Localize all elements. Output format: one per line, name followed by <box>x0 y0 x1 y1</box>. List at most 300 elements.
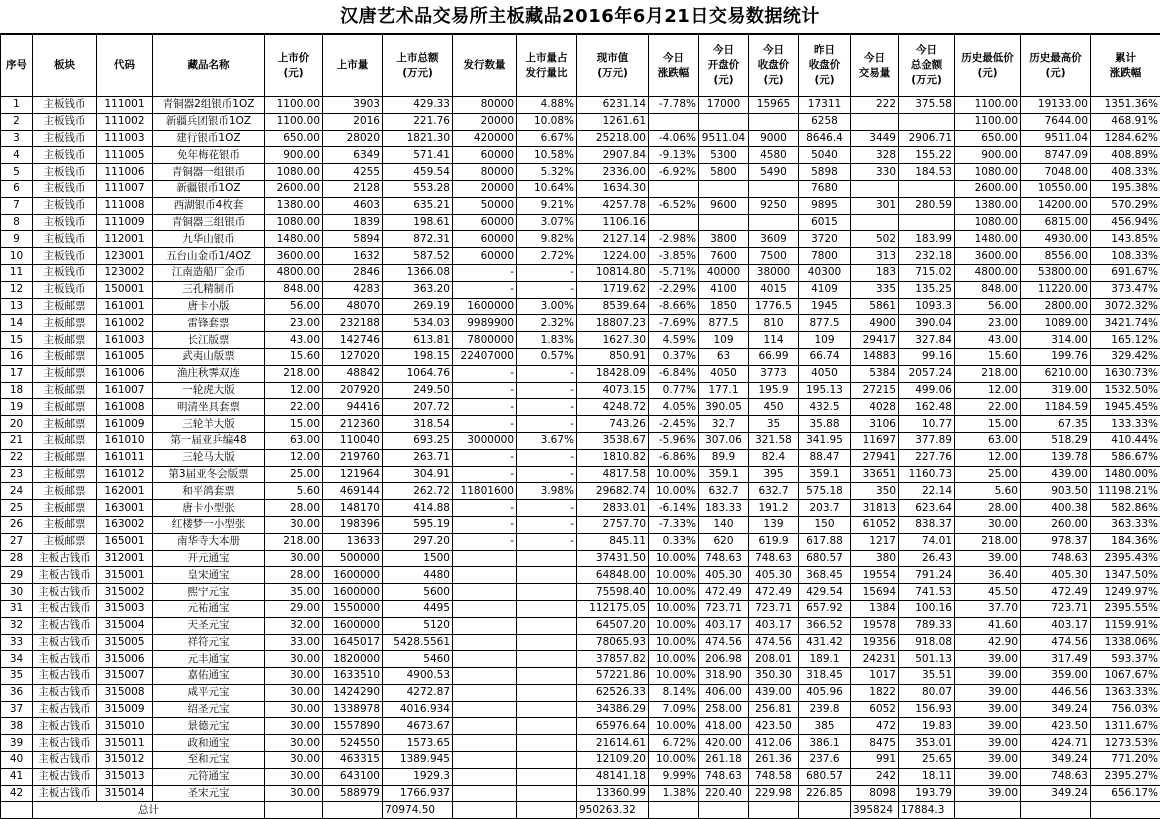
cell-col-list-ratio <box>517 785 577 802</box>
table-row <box>1 365 1160 382</box>
cell-col-index: 26 <box>1 516 33 533</box>
table-row <box>1 516 1160 533</box>
cell-col-list-qty: 2128 <box>323 180 383 197</box>
header-col-list-total <box>383 35 453 97</box>
cell-col-name: 第一届亚乒编48 <box>153 432 265 449</box>
cell-col-list-qty: 142746 <box>323 332 383 349</box>
cell-col-list-qty: 94416 <box>323 399 383 416</box>
cell-col-change: -4.06% <box>649 130 699 147</box>
cell-col-hist-low: 39.00 <box>955 668 1021 685</box>
cell-col-prev-close: 9895 <box>799 197 851 214</box>
cell-col-list-ratio <box>517 752 577 769</box>
cell-col-change <box>649 113 699 130</box>
cell-col-list-ratio: 3.67% <box>517 432 577 449</box>
cell-col-market-value: 29682.74 <box>577 483 649 500</box>
cell-col-change: 10.00% <box>649 550 699 567</box>
cell-col-issue-qty: 11801600 <box>453 483 517 500</box>
cell-col-name: 免年梅花银币 <box>153 147 265 164</box>
cell-col-list-price: 22.00 <box>265 399 323 416</box>
cell-col-market-value: 4257.78 <box>577 197 649 214</box>
cell-col-open: 3800 <box>699 231 749 248</box>
cell-col-open: 359.1 <box>699 466 749 483</box>
cell-col-close: 439.00 <box>749 684 799 701</box>
header-text: 板块 <box>54 59 75 71</box>
cell-col-amount: 135.25 <box>899 281 955 298</box>
cell-col-list-price: 32.00 <box>265 617 323 634</box>
cell-col-board: 主板古钱币 <box>33 752 97 769</box>
cell-col-index: 31 <box>1 600 33 617</box>
total-listing-amount: 70974.50 <box>383 802 453 819</box>
cell-col-hist-high: 8747.09 <box>1021 147 1091 164</box>
table-row <box>1 97 1160 114</box>
cell-col-market-value: 4073.15 <box>577 382 649 399</box>
cell-col-issue-qty <box>453 735 517 752</box>
cell-col-hist-high: 1089.00 <box>1021 315 1091 332</box>
cell-col-list-qty: 207920 <box>323 382 383 399</box>
table-row <box>1 785 1160 802</box>
cell-col-name: 嘉佑通宝 <box>153 668 265 685</box>
cell-col-prev-close: 575.18 <box>799 483 851 500</box>
cell-col-list-total: 297.20 <box>383 533 453 550</box>
cell-col-issue-qty: 1600000 <box>453 298 517 315</box>
cell-col-code: 161002 <box>97 315 153 332</box>
cell-col-name: 青铜器2组银币1OZ <box>153 97 265 114</box>
cell-col-issue-qty: 80000 <box>453 97 517 114</box>
cell-col-cum-change: 329.42% <box>1091 348 1160 365</box>
cell-col-issue-qty: - <box>453 466 517 483</box>
cell-col-amount: 1160.73 <box>899 466 955 483</box>
cell-col-amount: 741.53 <box>899 584 955 601</box>
cell-col-list-ratio: - <box>517 399 577 416</box>
cell-col-board: 主板邮票 <box>33 466 97 483</box>
cell-col-index: 15 <box>1 332 33 349</box>
header-text: 发行数量 <box>464 59 506 71</box>
cell-col-volume: 19356 <box>851 634 899 651</box>
header-text: 交易量 <box>859 67 891 79</box>
table-row <box>1 735 1160 752</box>
cell-col-change: -5.71% <box>649 264 699 281</box>
cell-col-open: 403.17 <box>699 617 749 634</box>
cell-col-hist-low: 5.60 <box>955 483 1021 500</box>
cell-col-list-qty: 588979 <box>323 785 383 802</box>
cell-col-hist-low: 39.00 <box>955 768 1021 785</box>
total-amount: 17884.3 <box>899 802 955 819</box>
cell-col-code: 315005 <box>97 634 153 651</box>
cell-col-prev-close: 4050 <box>799 365 851 382</box>
header-text: (元) <box>283 67 303 79</box>
cell-col-issue-qty <box>453 668 517 685</box>
cell-col-index: 7 <box>1 197 33 214</box>
cell-col-hist-low: 1080.00 <box>955 164 1021 181</box>
cell-col-board: 主板钱币 <box>33 264 97 281</box>
cell-col-close: 350.30 <box>749 668 799 685</box>
cell-col-board: 主板邮票 <box>33 533 97 550</box>
cell-col-index: 13 <box>1 298 33 315</box>
cell-col-close: 38000 <box>749 264 799 281</box>
cell-col-list-qty: 148170 <box>323 500 383 517</box>
cell-col-amount: 74.01 <box>899 533 955 550</box>
cell-col-volume: 27941 <box>851 449 899 466</box>
cell-col-list-ratio <box>517 735 577 752</box>
cell-col-change: 10.00% <box>649 634 699 651</box>
cell-col-name: 南华寺大本册 <box>153 533 265 550</box>
cell-col-close: 4015 <box>749 281 799 298</box>
header-text: (万元) <box>597 67 628 79</box>
cell-col-list-ratio: - <box>517 449 577 466</box>
cell-col-cum-change: 1363.33% <box>1091 684 1160 701</box>
cell-col-board: 主板钱币 <box>33 231 97 248</box>
cell-col-name: 渔庄秋霁双连 <box>153 365 265 382</box>
cell-col-board: 主板钱币 <box>33 180 97 197</box>
cell-col-cum-change: 408.33% <box>1091 164 1160 181</box>
cell-col-issue-qty <box>453 684 517 701</box>
cell-col-hist-high: 748.63 <box>1021 768 1091 785</box>
cell-col-prev-close: 431.42 <box>799 634 851 651</box>
cell-col-board: 主板钱币 <box>33 113 97 130</box>
cell-col-change: 9.99% <box>649 768 699 785</box>
cell-col-volume: 8475 <box>851 735 899 752</box>
cell-col-list-total: 414.88 <box>383 500 453 517</box>
cell-col-list-total: 872.31 <box>383 231 453 248</box>
cell-col-open: 748.63 <box>699 768 749 785</box>
cell-col-list-total: 5120 <box>383 617 453 634</box>
cell-col-hist-low: 1480.00 <box>955 231 1021 248</box>
cell-col-issue-qty <box>453 718 517 735</box>
cell-col-list-price: 15.00 <box>265 416 323 433</box>
cell-col-board: 主板邮票 <box>33 449 97 466</box>
cell-col-list-qty: 1839 <box>323 214 383 231</box>
cell-col-prev-close: 432.5 <box>799 399 851 416</box>
cell-col-market-value: 4817.58 <box>577 466 649 483</box>
cell-col-list-qty: 1645017 <box>323 634 383 651</box>
header-col-market-value <box>577 35 649 97</box>
cell-col-board: 主板钱币 <box>33 248 97 265</box>
cell-col-volume: 6052 <box>851 701 899 718</box>
cell-col-list-price: 28.00 <box>265 500 323 517</box>
cell-col-list-price: 29.00 <box>265 600 323 617</box>
cell-col-issue-qty: - <box>453 516 517 533</box>
cell-col-hist-low: 41.60 <box>955 617 1021 634</box>
cell-col-list-qty: 4255 <box>323 164 383 181</box>
header-text: 上市量占 <box>526 52 568 64</box>
cell-col-code: 312001 <box>97 550 153 567</box>
cell-col-name: 五台山金币1/4OZ <box>153 248 265 265</box>
cell-col-list-qty: 110040 <box>323 432 383 449</box>
cell-col-open <box>699 214 749 231</box>
cell-col-prev-close: 150 <box>799 516 851 533</box>
cell-col-code: 111007 <box>97 180 153 197</box>
cell-col-list-ratio: - <box>517 365 577 382</box>
cell-col-close: 1776.5 <box>749 298 799 315</box>
cell-col-index: 30 <box>1 584 33 601</box>
cell-col-open: 109 <box>699 332 749 349</box>
cell-col-open: 4050 <box>699 365 749 382</box>
cell-col-volume: 1822 <box>851 684 899 701</box>
cell-col-hist-high: 314.00 <box>1021 332 1091 349</box>
cell-col-hist-high: 349.24 <box>1021 701 1091 718</box>
header-col-amount <box>899 35 955 97</box>
cell-col-change: 10.00% <box>649 752 699 769</box>
cell-col-change: -2.29% <box>649 281 699 298</box>
cell-col-list-price: 23.00 <box>265 315 323 332</box>
cell-col-list-total: 4016.934 <box>383 701 453 718</box>
cell-col-list-total: 635.21 <box>383 197 453 214</box>
cell-col-close <box>749 113 799 130</box>
cell-col-amount <box>899 113 955 130</box>
cell-col-hist-high: 474.56 <box>1021 634 1091 651</box>
cell-col-hist-high: 11220.00 <box>1021 281 1091 298</box>
cell-col-volume: 11697 <box>851 432 899 449</box>
cell-col-issue-qty: 9989900 <box>453 315 517 332</box>
cell-col-hist-low: 39.00 <box>955 550 1021 567</box>
total-market-value: 950263.32 <box>577 802 649 819</box>
cell-col-list-total: 4673.67 <box>383 718 453 735</box>
table-row <box>1 533 1160 550</box>
cell-col-open: 406.00 <box>699 684 749 701</box>
cell-col-amount: 155.22 <box>899 147 955 164</box>
total-volume: 395824 <box>851 802 899 819</box>
cell-col-issue-qty: - <box>453 500 517 517</box>
cell-col-code: 315014 <box>97 785 153 802</box>
cell-col-change: -6.84% <box>649 365 699 382</box>
cell-col-amount: 18.11 <box>899 768 955 785</box>
cell-col-amount: 99.16 <box>899 348 955 365</box>
cell-col-list-price: 30.00 <box>265 752 323 769</box>
cell-col-list-price: 848.00 <box>265 281 323 298</box>
cell-col-close: 619.9 <box>749 533 799 550</box>
header-col-index <box>1 35 33 97</box>
header-text: 今日 <box>916 44 937 56</box>
cell-col-hist-low: 848.00 <box>955 281 1021 298</box>
cell-col-code: 315009 <box>97 701 153 718</box>
cell-col-prev-close: 6015 <box>799 214 851 231</box>
cell-col-open: 206.98 <box>699 651 749 668</box>
cell-col-list-ratio: 2.72% <box>517 248 577 265</box>
cell-col-close: 256.81 <box>749 701 799 718</box>
cell-col-open: 632.7 <box>699 483 749 500</box>
cell-col-list-price: 30.00 <box>265 718 323 735</box>
cell-col-amount: 183.99 <box>899 231 955 248</box>
cell-col-open: 1850 <box>699 298 749 315</box>
cell-col-cum-change: 143.85% <box>1091 231 1160 248</box>
cell-col-open: 9511.04 <box>699 130 749 147</box>
cell-col-prev-close: 189.1 <box>799 651 851 668</box>
cell-col-list-total: 269.19 <box>383 298 453 315</box>
cell-col-prev-close: 40300 <box>799 264 851 281</box>
cell-col-list-ratio <box>517 684 577 701</box>
cell-col-hist-high: 53800.00 <box>1021 264 1091 281</box>
cell-col-hist-high: 405.30 <box>1021 567 1091 584</box>
header-text: 发行量比 <box>526 67 568 79</box>
cell-col-list-qty: 1424290 <box>323 684 383 701</box>
cell-col-market-value: 4248.72 <box>577 399 649 416</box>
cell-col-code: 111008 <box>97 197 153 214</box>
cell-col-board: 主板古钱币 <box>33 651 97 668</box>
cell-col-index: 24 <box>1 483 33 500</box>
cell-col-issue-qty <box>453 567 517 584</box>
cell-col-list-ratio <box>517 634 577 651</box>
cell-col-board: 主板邮票 <box>33 483 97 500</box>
cell-col-name: 唐卡小版 <box>153 298 265 315</box>
cell-col-open: 140 <box>699 516 749 533</box>
cell-col-list-total: 5600 <box>383 584 453 601</box>
cell-col-prev-close: 226.85 <box>799 785 851 802</box>
cell-col-hist-high: 9511.04 <box>1021 130 1091 147</box>
cell-col-list-qty: 2016 <box>323 113 383 130</box>
table-row <box>1 113 1160 130</box>
cell-col-name: 祥符元宝 <box>153 634 265 651</box>
cell-col-close: 261.36 <box>749 752 799 769</box>
header-col-hist-high <box>1021 35 1091 97</box>
cell-col-hist-low: 2600.00 <box>955 180 1021 197</box>
cell-col-list-qty: 219760 <box>323 449 383 466</box>
header-col-open <box>699 35 749 97</box>
table-row <box>1 348 1160 365</box>
cell-col-index: 9 <box>1 231 33 248</box>
cell-col-market-value: 1810.82 <box>577 449 649 466</box>
cell-col-market-value: 78065.93 <box>577 634 649 651</box>
cell-col-market-value: 65976.64 <box>577 718 649 735</box>
cell-col-list-total: 553.28 <box>383 180 453 197</box>
cell-col-hist-high: 439.00 <box>1021 466 1091 483</box>
cell-col-index: 28 <box>1 550 33 567</box>
cell-col-list-ratio: 3.07% <box>517 214 577 231</box>
cell-col-list-price: 1100.00 <box>265 113 323 130</box>
cell-col-list-qty: 198396 <box>323 516 383 533</box>
cell-col-index: 32 <box>1 617 33 634</box>
cell-col-name: 九华山银币 <box>153 231 265 248</box>
cell-col-change: 4.05% <box>649 399 699 416</box>
cell-col-hist-high: 472.49 <box>1021 584 1091 601</box>
cell-col-hist-high: 400.38 <box>1021 500 1091 517</box>
header-text: 今日 <box>864 52 885 64</box>
cell-col-cum-change: 184.36% <box>1091 533 1160 550</box>
cell-col-board: 主板邮票 <box>33 298 97 315</box>
header-text: (元) <box>977 67 997 79</box>
cell-col-list-qty: 1600000 <box>323 617 383 634</box>
cell-col-index: 1 <box>1 97 33 114</box>
cell-col-close: 191.2 <box>749 500 799 517</box>
cell-col-list-qty: 121964 <box>323 466 383 483</box>
cell-col-market-value: 850.91 <box>577 348 649 365</box>
cell-col-list-price: 3600.00 <box>265 248 323 265</box>
cell-col-board: 主板古钱币 <box>33 701 97 718</box>
cell-col-list-ratio: 10.08% <box>517 113 577 130</box>
cell-col-volume: 15694 <box>851 584 899 601</box>
cell-col-change: -6.92% <box>649 164 699 181</box>
table-row <box>1 500 1160 517</box>
cell-col-issue-qty: - <box>453 382 517 399</box>
cell-col-issue-qty <box>453 768 517 785</box>
cell-col-volume: 27215 <box>851 382 899 399</box>
cell-col-list-ratio <box>517 768 577 785</box>
cell-col-amount: 2906.71 <box>899 130 955 147</box>
cell-col-hist-high: 518.29 <box>1021 432 1091 449</box>
header-text: (元) <box>814 74 834 86</box>
cell-col-amount: 19.83 <box>899 718 955 735</box>
cell-col-name: 和平鸽套票 <box>153 483 265 500</box>
header-text: (元) <box>1045 67 1065 79</box>
cell-col-list-total: 595.19 <box>383 516 453 533</box>
cell-col-board: 主板邮票 <box>33 365 97 382</box>
cell-col-hist-high: 424.71 <box>1021 735 1091 752</box>
cell-col-list-total: 571.41 <box>383 147 453 164</box>
cell-col-list-total: 534.03 <box>383 315 453 332</box>
cell-col-hist-high: 349.24 <box>1021 785 1091 802</box>
cell-col-change: 0.77% <box>649 382 699 399</box>
cell-col-market-value: 2833.01 <box>577 500 649 517</box>
cell-col-hist-low: 42.90 <box>955 634 1021 651</box>
cell-col-list-total: 263.71 <box>383 449 453 466</box>
table-row <box>1 315 1160 332</box>
table-row <box>1 180 1160 197</box>
cell-col-list-qty: 1633510 <box>323 668 383 685</box>
cell-col-name: 唐卡小型张 <box>153 500 265 517</box>
cell-col-volume: 31813 <box>851 500 899 517</box>
table-row <box>1 164 1160 181</box>
cell-col-cum-change: 408.89% <box>1091 147 1160 164</box>
cell-col-market-value: 1261.61 <box>577 113 649 130</box>
cell-col-volume: 33651 <box>851 466 899 483</box>
cell-col-prev-close: 318.45 <box>799 668 851 685</box>
cell-col-change: -7.78% <box>649 97 699 114</box>
cell-col-name: 第3届亚冬会版票 <box>153 466 265 483</box>
cell-col-open: 405.30 <box>699 567 749 584</box>
cell-col-change: 1.38% <box>649 785 699 802</box>
cell-col-board: 主板古钱币 <box>33 584 97 601</box>
cell-col-issue-qty: - <box>453 365 517 382</box>
cell-col-code: 161005 <box>97 348 153 365</box>
cell-col-amount: 1093.3 <box>899 298 955 315</box>
cell-col-board: 主板钱币 <box>33 164 97 181</box>
cell-col-hist-low: 1100.00 <box>955 113 1021 130</box>
cell-col-change: -2.98% <box>649 231 699 248</box>
cell-col-name: 西湖银币4枚套 <box>153 197 265 214</box>
table-row <box>1 668 1160 685</box>
header-text: 历史最低价 <box>961 52 1014 64</box>
cell-col-hist-low: 63.00 <box>955 432 1021 449</box>
cell-col-hist-high: 7048.00 <box>1021 164 1091 181</box>
table-row <box>1 449 1160 466</box>
cell-col-amount: 390.04 <box>899 315 955 332</box>
cell-col-list-ratio: - <box>517 500 577 517</box>
table-row <box>1 684 1160 701</box>
cell-col-index: 2 <box>1 113 33 130</box>
cell-col-prev-close: 5898 <box>799 164 851 181</box>
cell-col-board: 主板古钱币 <box>33 668 97 685</box>
cell-col-list-total: 429.33 <box>383 97 453 114</box>
cell-col-change: 4.59% <box>649 332 699 349</box>
cell-col-cum-change: 586.67% <box>1091 449 1160 466</box>
cell-col-cum-change: 2395.27% <box>1091 768 1160 785</box>
cell-col-list-price: 12.00 <box>265 449 323 466</box>
cell-col-cum-change: 1532.50% <box>1091 382 1160 399</box>
cell-col-amount: 375.58 <box>899 97 955 114</box>
cell-col-list-total: 1929.3 <box>383 768 453 785</box>
cell-col-close: 82.4 <box>749 449 799 466</box>
cell-col-volume: 1017 <box>851 668 899 685</box>
cell-col-issue-qty: - <box>453 449 517 466</box>
table-row <box>1 651 1160 668</box>
cell-col-market-value: 6231.14 <box>577 97 649 114</box>
cell-col-index: 22 <box>1 449 33 466</box>
cell-col-issue-qty: 20000 <box>453 113 517 130</box>
cell-col-issue-qty: 22407000 <box>453 348 517 365</box>
cell-col-market-value: 75598.40 <box>577 584 649 601</box>
cell-col-close: 35 <box>749 416 799 433</box>
cell-col-list-price: 30.00 <box>265 516 323 533</box>
cell-col-list-total: 363.20 <box>383 281 453 298</box>
